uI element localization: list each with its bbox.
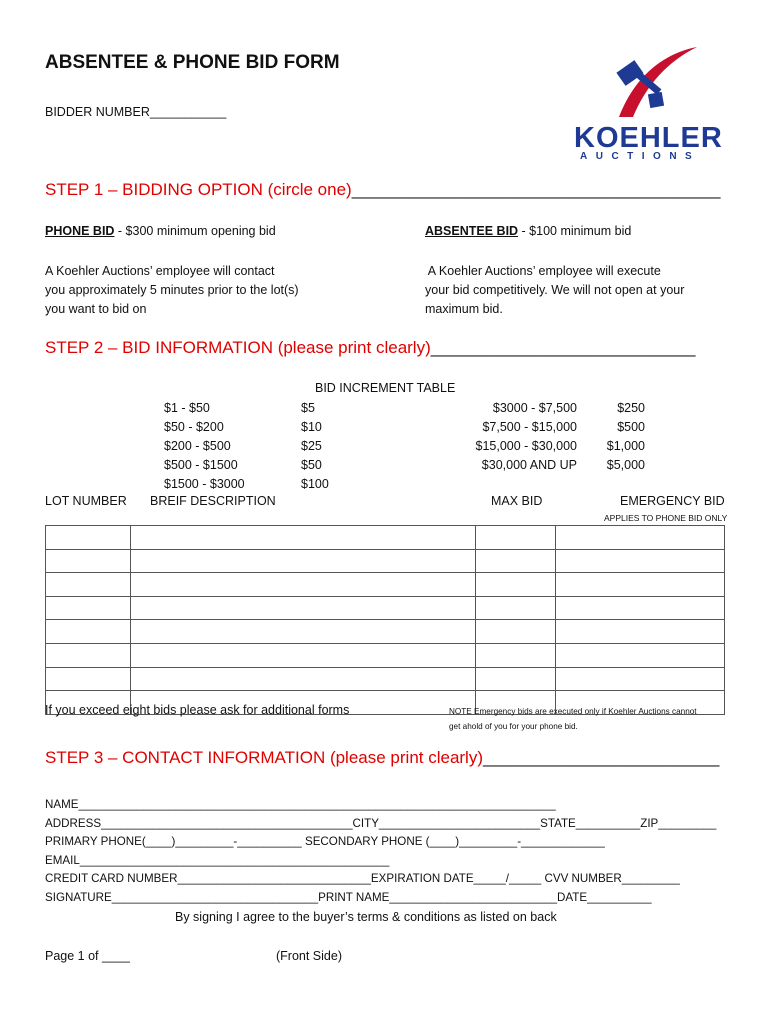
table-row	[46, 667, 725, 691]
auction-gavel-icon	[605, 45, 700, 120]
logo-subtitle: AUCTIONS	[580, 151, 701, 162]
exceed-bids-note: If you exceed eight bids please ask for additional forms	[45, 703, 350, 717]
table-row	[46, 596, 725, 620]
phone-fields[interactable]: PRIMARY PHONE(____)_________-__________ SECONDARY PHONE (____)_________-_____________	[45, 835, 605, 849]
bid-table	[45, 525, 725, 715]
lot-cell[interactable]	[46, 620, 131, 644]
description-cell[interactable]	[131, 526, 476, 550]
bidder-number-field[interactable]: BIDDER NUMBER___________	[45, 105, 227, 119]
description-cell[interactable]	[131, 549, 476, 573]
table-row	[46, 620, 725, 644]
signature-fields[interactable]: SIGNATURE________________________________PRINT NAME__________________________DATE__________	[45, 890, 652, 904]
max-bid-cell[interactable]	[476, 596, 556, 620]
increment-values-right: $250 $500 $1,000 $5,000	[606, 401, 645, 472]
address-field[interactable]: ADDRESS_______________________________________CITY_________________________STATE__________ZIP_________	[45, 816, 717, 830]
col-lot-number: LOT NUMBER	[45, 494, 127, 508]
max-bid-cell[interactable]	[476, 549, 556, 573]
page-number: Page 1 of ____	[45, 949, 130, 963]
max-bid-cell[interactable]	[476, 667, 556, 691]
description-cell[interactable]	[131, 667, 476, 691]
emergency-bid-cell[interactable]	[556, 573, 725, 597]
lot-cell[interactable]	[46, 549, 131, 573]
col-description: BREIF DESCRIPTION	[150, 494, 276, 508]
table-row	[46, 526, 725, 550]
col-emergency-bid: EMERGENCY BID	[620, 494, 725, 508]
emergency-bid-cell[interactable]	[556, 667, 725, 691]
emergency-bid-cell[interactable]	[556, 643, 725, 667]
logo-wordmark: KOEHLER	[574, 122, 723, 154]
description-cell[interactable]	[131, 620, 476, 644]
koehler-logo	[605, 45, 700, 120]
side-label: (Front Side)	[276, 949, 342, 963]
emergency-bid-cell[interactable]	[556, 596, 725, 620]
description-cell[interactable]	[131, 643, 476, 667]
increment-values-left: $5 $10 $25 $50 $100	[301, 401, 329, 491]
phone-bid-option[interactable]: PHONE BID - $300 minimum opening bid	[45, 224, 276, 238]
table-row	[46, 573, 725, 597]
email-field[interactable]: EMAIL________________________________________________	[45, 853, 390, 867]
lot-cell[interactable]	[46, 667, 131, 691]
absentee-bid-option[interactable]: ABSENTEE BID - $100 minimum bid	[425, 224, 632, 238]
name-field[interactable]: NAME__________________________________________________________________________	[45, 798, 556, 811]
emergency-bid-cell[interactable]	[556, 620, 725, 644]
lot-cell[interactable]	[46, 643, 131, 667]
max-bid-cell[interactable]	[476, 526, 556, 550]
table-row	[46, 549, 725, 573]
max-bid-cell[interactable]	[476, 573, 556, 597]
phone-bid-description: A Koehler Auctions’ employee will contact you approximately 5 minutes prior to the lot(s) you want to bid on	[45, 264, 299, 316]
bid-increment-title: BID INCREMENT TABLE	[315, 381, 456, 395]
agreement-text: By signing I agree to the buyer’s terms & conditions as listed on back	[175, 910, 557, 924]
contact-fields	[45, 796, 716, 908]
emergency-bid-cell[interactable]	[556, 526, 725, 550]
step2-heading: STEP 2 – BID INFORMATION (please print clearly)____________________________	[45, 338, 696, 357]
emergency-bid-cell[interactable]	[556, 549, 725, 573]
emergency-note: APPLIES TO PHONE BID ONLY	[604, 513, 728, 523]
increment-ranges-right: $3000 - $7,500 $7,500 - $15,000 $15,000 - $30,000 $30,000 AND UP	[475, 401, 577, 472]
emergency-footnote: NOTE Emergency bids are executed only if Koehler Auctions cannot get ahold of you for your phone bid.	[449, 707, 697, 731]
lot-cell[interactable]	[46, 526, 131, 550]
credit-card-fields[interactable]: CREDIT CARD NUMBER______________________________EXPIRATION DATE_____/_____ CVV NUMBER_________	[45, 872, 680, 886]
description-cell[interactable]	[131, 596, 476, 620]
max-bid-cell[interactable]	[476, 620, 556, 644]
col-max-bid: MAX BID	[491, 494, 543, 508]
step3-heading: STEP 3 – CONTACT INFORMATION (please print clearly)_________________________	[45, 748, 720, 767]
step1-heading: STEP 1 – BIDDING OPTION (circle one)_______________________________________	[45, 180, 721, 199]
increment-ranges-left: $1 - $50 $50 - $200 $200 - $500 $500 - $1500 $1500 - $3000	[164, 401, 245, 491]
description-cell[interactable]	[131, 573, 476, 597]
absentee-bid-description: A Koehler Auctions’ employee will execute your bid competitively. We will not open at your maximum bid.	[425, 264, 685, 316]
table-row	[46, 643, 725, 667]
lot-cell[interactable]	[46, 573, 131, 597]
form-title: ABSENTEE & PHONE BID FORM	[45, 52, 340, 73]
max-bid-cell[interactable]	[476, 643, 556, 667]
lot-cell[interactable]	[46, 596, 131, 620]
